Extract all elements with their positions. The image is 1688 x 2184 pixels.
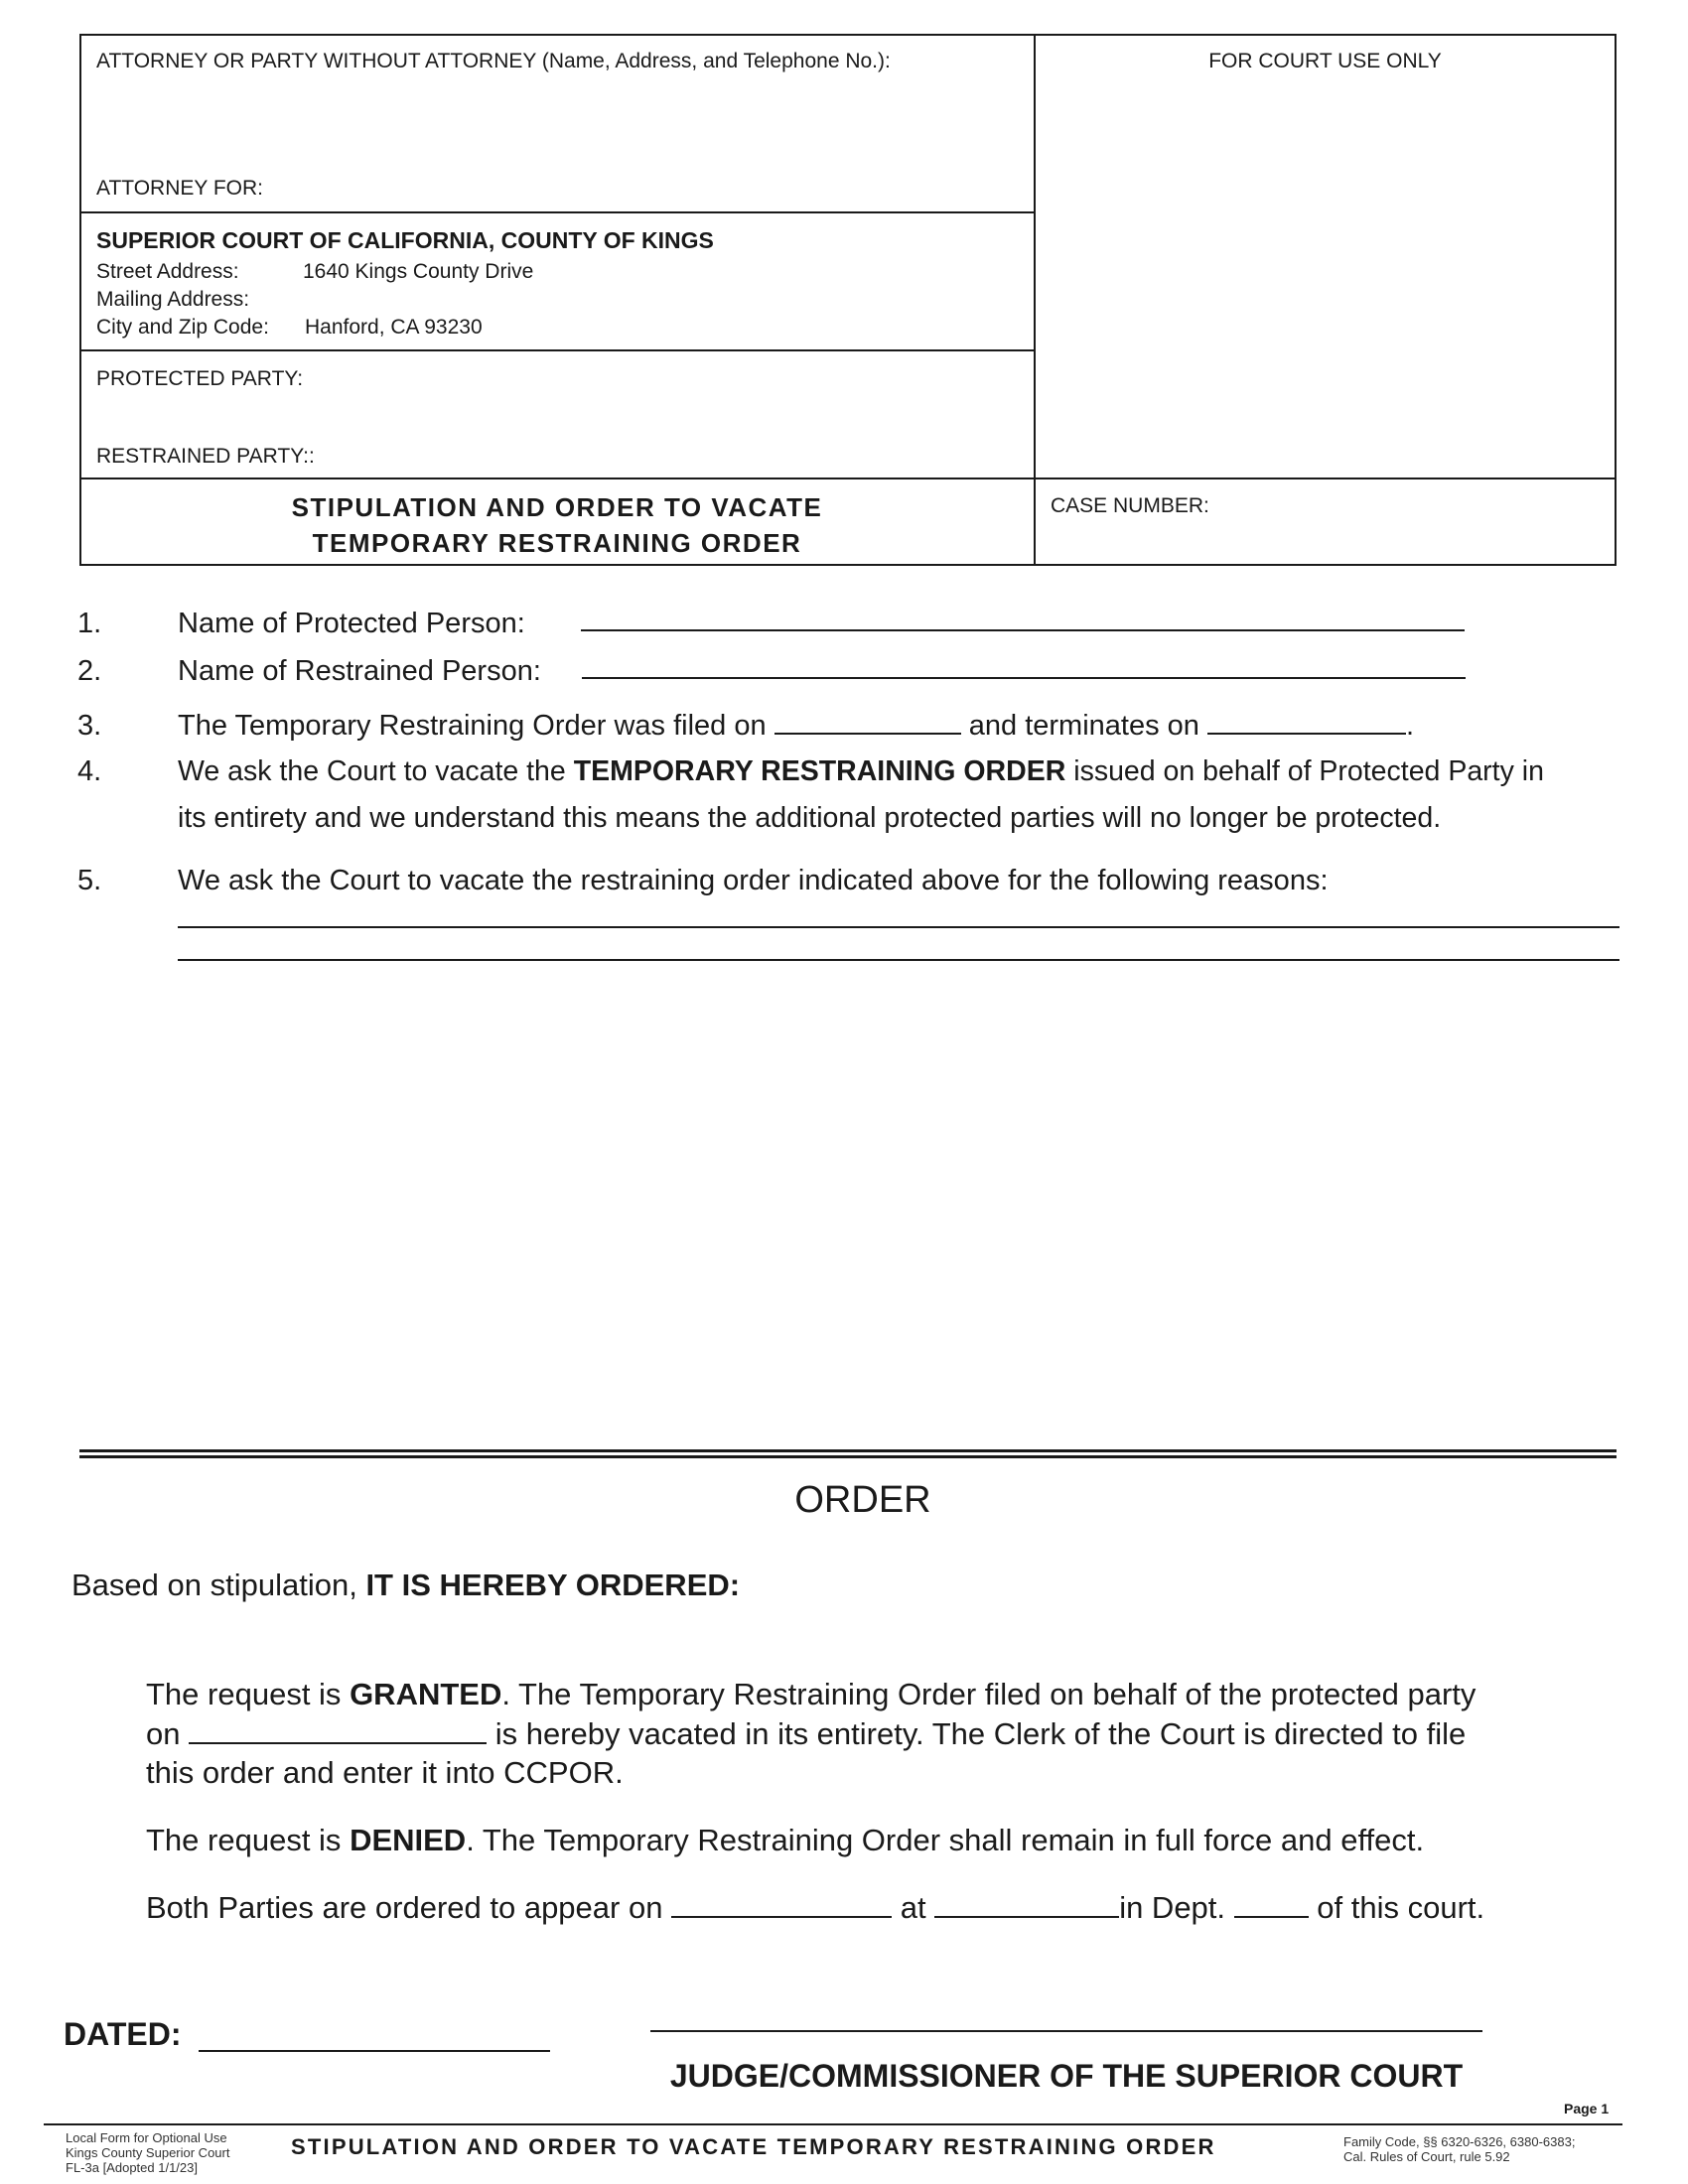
granted-line-2 [146,1716,1466,1752]
protected-person-field[interactable] [581,629,1465,631]
filed-on-date-field[interactable] [774,711,961,735]
granted-bold: GRANTED [350,1677,502,1711]
order-divider-bottom [79,1455,1617,1458]
caption-box [79,34,1617,566]
appear-text-a: Both Parties are ordered to appear on [146,1890,663,1925]
item-2-text: Name of Restrained Person: [178,655,541,687]
item-2-number: 2. [77,655,102,687]
item-5-number: 5. [77,865,102,896]
form-title-line1: STIPULATION AND ORDER TO VACATE [291,492,823,522]
restrained-party-label: RESTRAINED PARTY:: [96,445,315,468]
form-title-line2: TEMPORARY RESTRAINING ORDER [312,528,802,558]
city-value: Hanford, CA 93230 [305,316,483,339]
item-4-line1 [178,755,1544,788]
appear-date-field[interactable] [671,1894,892,1918]
judge-signature-line[interactable] [650,2030,1482,2032]
footer-center-title: STIPULATION AND ORDER TO VACATE TEMPORARY RESTRAINING ORDER [291,2134,1216,2159]
reasons-line-1[interactable] [178,926,1619,928]
restrained-person-field[interactable] [582,677,1466,679]
granted-line-3: this order and enter it into CCPOR. [146,1755,624,1790]
caption-divider-court [79,349,1035,351]
appear-text-d: of this court. [1317,1890,1485,1925]
judge-label: JUDGE/COMMISSIONER OF THE SUPERIOR COURT [669,2058,1464,2094]
item-4-part-a: We ask the Court to vacate the [178,755,566,787]
dept-field[interactable] [1234,1894,1309,1918]
order-intro-bold: IT IS HEREBY ORDERED: [365,1568,741,1602]
item-1-text: Name of Protected Person: [178,608,525,639]
item-3-text [178,710,1414,743]
court-name: SUPERIOR COURT OF CALIFORNIA, COUNTY OF KINGS [96,227,714,253]
granted-line-1 [146,1677,1476,1712]
denied-line [146,1823,1424,1858]
footer-right-line1: Family Code, §§ 6320-6326, 6380-6383; [1343,2134,1576,2149]
footer-left-line2: Kings County Superior Court [66,2145,230,2160]
appear-line [146,1890,1484,1926]
footer-left-line3: FL-3a [Adopted 1/1/23] [66,2160,198,2175]
order-intro-text: Based on stipulation, [71,1568,357,1602]
order-intro [71,1568,740,1603]
item-4-line2: its entirety and we understand this means the additional protected parties will no longer be protected. [178,802,1442,834]
appear-text-b: at [900,1890,926,1925]
street-label: Street Address: [96,260,239,283]
caption-divider-title [79,478,1617,479]
order-divider-top [79,1449,1617,1452]
item-5-text: We ask the Court to vacate the restraining order indicated above for the following reasons: [178,865,1329,896]
page-number: Page 1 [1564,2101,1610,2116]
street-value: 1640 Kings County Drive [303,260,534,283]
order-heading: ORDER [794,1479,931,1521]
caption-vertical-divider [1034,34,1036,566]
item-1-number: 1. [77,608,102,639]
case-number-label: CASE NUMBER: [1051,494,1209,517]
item-3-number: 3. [77,710,102,742]
vacated-date-field[interactable] [189,1720,487,1744]
appear-time-field[interactable] [934,1894,1119,1918]
mailing-label: Mailing Address: [96,288,250,311]
denied-text-a: The request is [146,1823,342,1857]
item-3-part-b: was filed on [614,710,767,742]
item-3-part-c: and terminates on [968,710,1199,742]
appear-text-c: in Dept. [1119,1890,1226,1925]
item-3-period: . [1405,710,1415,742]
dated-field[interactable] [199,2050,550,2052]
denied-bold: DENIED [350,1823,467,1857]
footer-left-line1: Local Form for Optional Use [66,2130,227,2145]
court-use-label: FOR COURT USE ONLY [1208,50,1442,72]
attorney-label: ATTORNEY OR PARTY WITHOUT ATTORNEY (Name, Address, and Telephone No.): [96,50,891,72]
footer-right [1343,2134,1575,2164]
dated-label: DATED: [64,2016,182,2052]
denied-text-b: . The Temporary Restraining Order shall remain in full force and effect. [466,1823,1425,1857]
reasons-line-2[interactable] [178,959,1619,961]
protected-party-label: PROTECTED PARTY: [96,367,304,390]
granted-text-c: is hereby vacated in its entirety. The Clerk of the Court is directed to file [494,1716,1467,1751]
item-4-bold: TEMPORARY RESTRAINING ORDER [573,755,1066,787]
granted-text-a: The request is [146,1677,342,1711]
item-4-part-b: issued on behalf of Protected Party in [1073,755,1544,787]
terminates-on-date-field[interactable] [1207,711,1406,735]
item-4-number: 4. [77,755,102,787]
footer-right-line2: Cal. Rules of Court, rule 5.92 [1343,2149,1510,2164]
footer-left [66,2130,229,2175]
item-3-part-a: The Temporary Restraining Order [178,710,607,742]
granted-text-b: . The Temporary Restraining Order filed on behalf of the protected party [501,1677,1477,1711]
city-label: City and Zip Code: [96,316,269,339]
granted-on: on [146,1716,181,1751]
caption-divider-attorney [79,211,1035,213]
attorney-for-label: ATTORNEY FOR: [96,177,264,200]
footer-rule [44,2123,1622,2125]
